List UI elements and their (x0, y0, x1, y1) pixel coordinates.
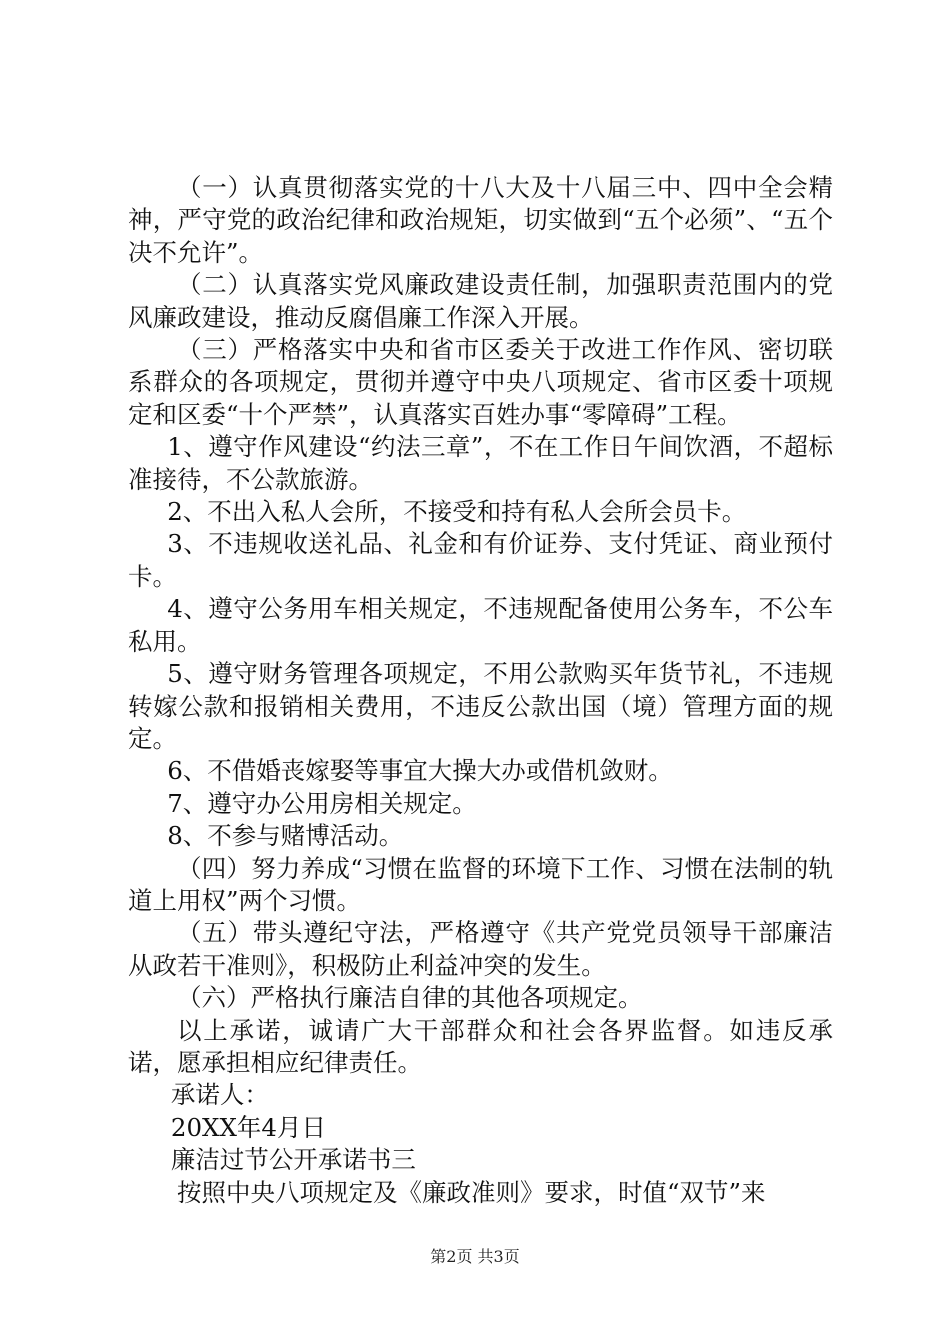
next-document-opening: 按照中央八项规定及《廉政准则》要求，时值“双节”来 (177, 1177, 766, 1207)
commitment-item-6: （六）严格执行廉洁自律的其他各项规定。 (177, 983, 643, 1013)
next-document-title: 廉洁过节公开承诺书三 (170, 1145, 416, 1175)
signature-date: 20XX年4月日 (170, 1112, 327, 1142)
sub-item-5: 5、遵守财务管理各项规定，不用公款购买年货节礼，不违规转嫁公款和报销相关费用，不违反公款出国（境）管理方面的规定。 (128, 659, 833, 753)
commitment-item-4: （四）努力养成“习惯在监督的环境下工作、习惯在法制的轨道上用权”两个习惯。 (128, 853, 833, 915)
commitment-item-2: （二）认真落实党风廉政建设责任制，加强职责范围内的党风廉政建设，推动反腐倡廉工作深入开展。 (128, 270, 833, 332)
sub-item-2: 2、不出入私人会所，不接受和持有私人会所会员卡。 (167, 497, 747, 527)
sub-item-1: 1、遵守作风建设“约法三章”，不在工作日午间饮酒，不超标准接待，不公款旅游。 (128, 432, 833, 494)
commitment-item-3: （三）严格落实中央和省市区委关于改进工作作风、密切联系群众的各项规定，贯彻并遵守中央八项规定、省市区委十项规定和区委“十个严禁”，认真落实百姓办事“零障碍”工程。 (128, 335, 833, 429)
document-body (128, 172, 833, 1209)
commitment-item-5: （五）带头遵纪守法，严格遵守《共产党党员领导干部廉洁从政若干准则》，积极防止利益冲突的发生。 (128, 918, 833, 980)
sub-item-3: 3、不违规收送礼品、礼金和有价证券、支付凭证、商业预付卡。 (128, 529, 833, 591)
signer-label: 承诺人： (170, 1080, 269, 1110)
sub-item-4: 4、遵守公务用车相关规定，不违规配备使用公务车，不公车私用。 (128, 594, 833, 656)
sub-item-6: 6、不借婚丧嫁娶等事宜大操大办或借机敛财。 (167, 756, 673, 786)
closing-statement: 以上承诺，诚请广大干部群众和社会各界监督。如违反承诺，愿承担相应纪律责任。 (128, 1015, 833, 1077)
page-number: 第2页 共3页 (430, 1247, 520, 1266)
sub-item-8: 8、不参与赌博活动。 (167, 821, 404, 851)
commitment-item-1: （一）认真贯彻落实党的十八大及十八届三中、四中全会精神，严守党的政治纪律和政治规矩，切实做到“五个必须”、“五个决不允许”。 (128, 173, 833, 267)
sub-item-7: 7、遵守办公用房相关规定。 (167, 788, 477, 818)
